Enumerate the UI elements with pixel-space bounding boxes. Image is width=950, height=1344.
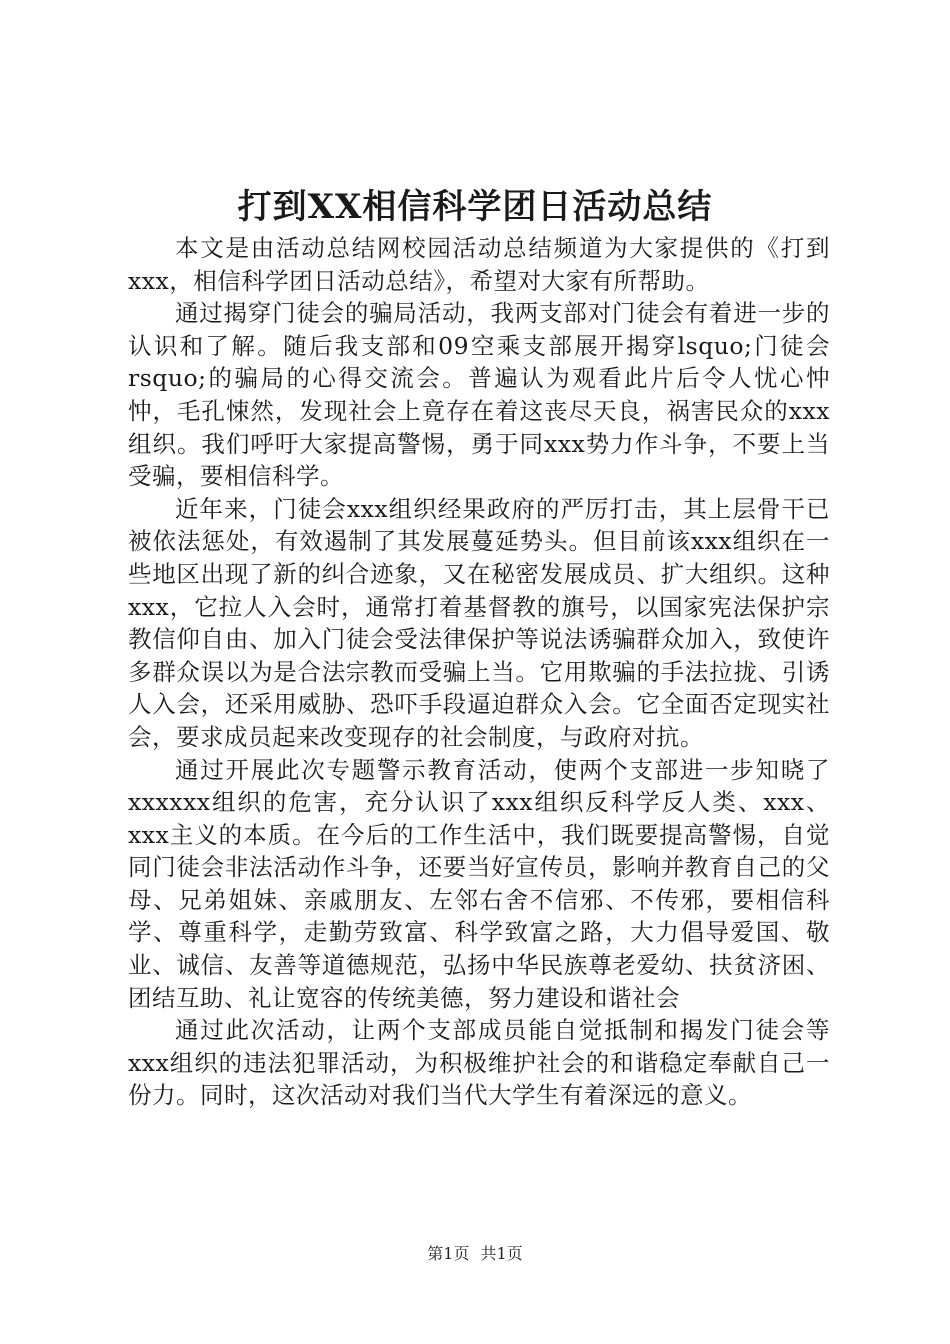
paragraph-background: 近年来，门徒会xxx组织经果政府的严厉打击，其上层骨干已被依法惩处，有效遏制了其发展蔓延势头。但目前该xxx组织在一些地区出现了新的纠合迹象，又在秘密发展成员、扩大组织。这种xxx，它拉人入会时，通常打着基督教的旗号，以国家宪法保护宗教信仰自由、加入门徒会受法律保护等说法诱骗群众加入，致使许多群众误以为是合法宗教而受骗上当。它用欺骗的手法拉拢、引诱人入会，还采用威胁、恐吓手段逼迫群众入会。它全面否定现实社会，要求成员起来改变现存的社会制度，与政府对抗。: [128, 494, 830, 751]
page-footer: [0, 1244, 950, 1264]
paragraph-conclusion: 通过此次活动，让两个支部成员能自觉抵制和揭发门徒会等xxx组织的违法犯罪活动，为积极维护社会的和谐稳定奉献自己一份力。同时，这次活动对我们当代大学生有着深远的意义。: [128, 1016, 830, 1110]
page-number: 第1页: [427, 1244, 470, 1263]
document-title: 打到XX相信科学团日活动总结: [237, 187, 713, 227]
page-total: 共1页: [480, 1244, 523, 1263]
paragraph-activity: 通过揭穿门徒会的骗局活动，我两支部对门徒会有着进一步的认识和了解。随后我支部和09空乘支部展开揭穿lsquo;门徒会rsquo;的骗局的心得交流会。普遍认为观看此片后令人忧心忡忡，毛孔悚然，发现社会上竟存在着这丧尽天良，祸害民众的xxx组织。我们呼吁大家提高警惕，勇于同xxx势力作斗争，不要上当受骗，要相信科学。: [128, 299, 830, 491]
paragraph-intro: 本文是由活动总结网校园活动总结频道为大家提供的《打到xxx，相信科学团日活动总结》，希望对大家有所帮助。: [128, 234, 830, 295]
document-body: [128, 232, 830, 1112]
paragraph-education: 通过开展此次专题警示教育活动，使两个支部进一步知晓了xxxxxx组织的危害，充分认识了xxx组织反科学反人类、xxx、xxx主义的本质。在今后的工作生活中，我们既要提高警惕，自觉同门徒会非法活动作斗争，还要当好宣传员，影响并教育自己的父母、兄弟姐妹、亲戚朋友、左邻右舍不信邪、不传邪，要相信科学、尊重科学，走勤劳致富、科学致富之路，大力倡导爱国、敬业、诚信、友善等道德规范，弘扬中华民族尊老爱幼、扶贫济困、团结互助、礼让宽容的传统美德，努力建设和谐社会: [128, 755, 830, 1012]
